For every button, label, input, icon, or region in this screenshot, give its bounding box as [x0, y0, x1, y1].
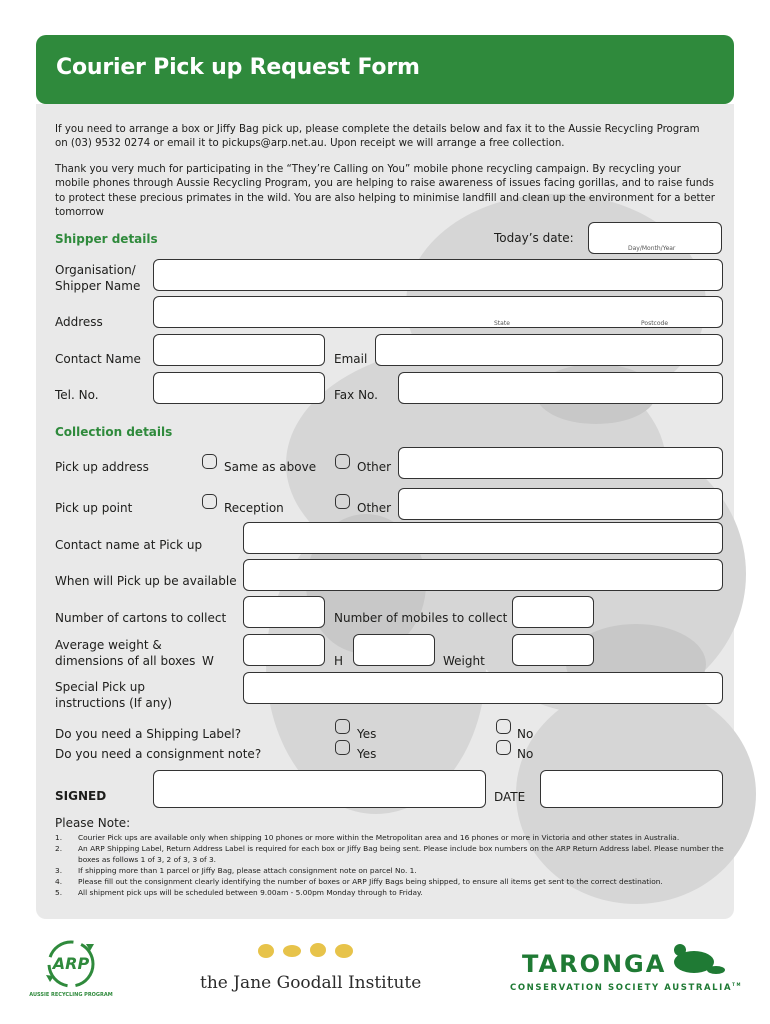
pickup-address-other-checkbox[interactable] — [335, 454, 350, 469]
consignment-note-question: Do you need a consignment note? — [55, 747, 262, 761]
weight-label: Weight — [443, 654, 485, 668]
form-header — [36, 35, 734, 104]
contact-at-pickup-label: Contact name at Pick up — [55, 538, 203, 552]
mobiles-field[interactable] — [512, 596, 594, 628]
organisation-label: Organisation/ Shipper Name — [55, 263, 141, 293]
note-item: 1. Courier Pick ups are available only when shipping 10 phones or more within the Metropolitan area and 16 phones or more in Victoria and other states in Australia. — [55, 833, 680, 842]
postcode-hint: Postcode — [641, 320, 669, 327]
pickup-availability-label: When will Pick up be available — [55, 574, 237, 588]
taronga-subtitle: CONSERVATION SOCIETY AUSTRALIA™ — [510, 982, 743, 993]
shipping-label-yes-checkbox[interactable] — [335, 719, 350, 734]
consignment-no-checkbox[interactable] — [496, 740, 511, 755]
jane-goodall-wordmark: the Jane Goodall Institute — [200, 973, 422, 993]
intro-paragraph: If you need to arrange a box or Jiffy Bag pick up, please complete the details below and fax it to the Aussie Recycling Program on (03) 9532 0274 or email it to pickups@arp.net.au. Upon receipt we will arrange a free collection. — [55, 124, 700, 150]
pickup-address-other-label: Other — [357, 460, 392, 474]
shipping-label-question: Do you need a Shipping Label? — [55, 727, 242, 741]
shipping-label-yes-label: Yes — [357, 727, 377, 741]
shipping-label-no-label: No — [517, 727, 534, 741]
notes-heading: Please Note: — [55, 816, 131, 830]
svg-text:AUSSIE RECYCLING PROGRAM: AUSSIE RECYCLING PROGRAM — [29, 992, 113, 998]
special-instructions-label: Special Pick up instructions (If any) — [55, 680, 173, 710]
height-field[interactable] — [353, 634, 435, 666]
arp-logo — [29, 938, 113, 998]
todays-date-label: Today’s date: — [494, 231, 574, 245]
primate-icons — [256, 940, 366, 962]
date-format-hint: Day/Month/Year — [628, 245, 676, 252]
consignment-yes-label: Yes — [357, 747, 377, 761]
mobiles-label: Number of mobiles to collect — [334, 611, 508, 625]
consignment-no-label: No — [517, 747, 534, 761]
pickup-point-label: Pick up point — [55, 501, 133, 515]
email-field[interactable] — [375, 334, 723, 366]
weight-field[interactable] — [512, 634, 594, 666]
fax-field[interactable] — [398, 372, 723, 404]
height-label: H — [334, 654, 344, 668]
tel-field[interactable] — [153, 372, 325, 404]
width-label: W — [202, 654, 214, 668]
address-label: Address — [55, 315, 103, 329]
shipper-details-heading: Shipper details — [55, 232, 158, 246]
state-hint: State — [494, 320, 510, 327]
reception-checkbox[interactable] — [202, 494, 217, 509]
avg-weight-label: Average weight & dimensions of all boxes — [55, 638, 196, 668]
campaign-paragraph: Thank you very much for participating in the “They’re Calling on You” mobile phone recycling campaign. By recycling your mobile phones through Aussie Recycling Program, you are helping to raise awareness of issues facing gorillas, and to raise funds to protect these precious primates in the wild. You are also helping to minimise landfill and clean up the environment for a better tomorrow — [55, 164, 715, 219]
pickup-point-other-checkbox[interactable] — [335, 494, 350, 509]
pickup-address-other-field[interactable] — [398, 447, 723, 479]
notes-list — [55, 832, 725, 898]
special-instructions-field[interactable] — [243, 672, 723, 704]
cartons-field[interactable] — [243, 596, 325, 628]
date-label: DATE — [494, 790, 526, 804]
width-field[interactable] — [243, 634, 325, 666]
cartons-label: Number of cartons to collect — [55, 611, 227, 625]
organisation-field[interactable] — [153, 259, 723, 291]
arp-recycle-icon — [29, 938, 113, 998]
pickup-address-label: Pick up address — [55, 460, 149, 474]
contact-at-pickup-field[interactable] — [243, 522, 723, 554]
address-field[interactable] — [153, 296, 723, 328]
note-item: 5. All shipment pick ups will be scheduled between 9.00am - 5.00pm Monday through to Friday. — [55, 888, 423, 897]
note-item: 3. If shipping more than 1 parcel or Jiffy Bag, please attach consignment note on parcel No. 1. — [55, 866, 417, 875]
contact-name-field[interactable] — [153, 334, 325, 366]
turtle-icon — [666, 940, 726, 980]
svg-text:ARP: ARP — [52, 954, 90, 973]
signed-label: SIGNED — [55, 789, 107, 803]
email-label: Email — [334, 352, 368, 366]
taronga-logo — [508, 940, 743, 1000]
shipping-label-no-checkbox[interactable] — [496, 719, 511, 734]
contact-name-label: Contact Name — [55, 352, 141, 366]
reception-label: Reception — [224, 501, 284, 515]
signature-date-field[interactable] — [540, 770, 723, 808]
collection-details-heading: Collection details — [55, 425, 173, 439]
signature-field[interactable] — [153, 770, 486, 808]
note-item: 4. Please fill out the consignment clearly identifying the number of boxes or ARP Jiffy Bags being shipped, to ensure all items get sent to the correct destination. — [55, 877, 663, 886]
consignment-yes-checkbox[interactable] — [335, 740, 350, 755]
same-as-above-checkbox[interactable] — [202, 454, 217, 469]
pickup-point-other-field[interactable] — [398, 488, 723, 520]
pickup-availability-field[interactable] — [243, 559, 723, 591]
pickup-point-other-label: Other — [357, 501, 392, 515]
same-as-above-label: Same as above — [224, 460, 317, 474]
form-title: Courier Pick up Request Form — [56, 55, 420, 80]
taronga-wordmark: TARONGA — [522, 950, 667, 978]
note-item: 2. An ARP Shipping Label, Return Address Label is required for each box or Jiffy Bag being sent. Please include box numbers on the ARP Return Address label. Please number the boxes as follows 1 of 3, 2 of 3, 3 of 3. — [55, 844, 724, 864]
tel-label: Tel. No. — [55, 388, 99, 402]
fax-label: Fax No. — [334, 388, 378, 402]
